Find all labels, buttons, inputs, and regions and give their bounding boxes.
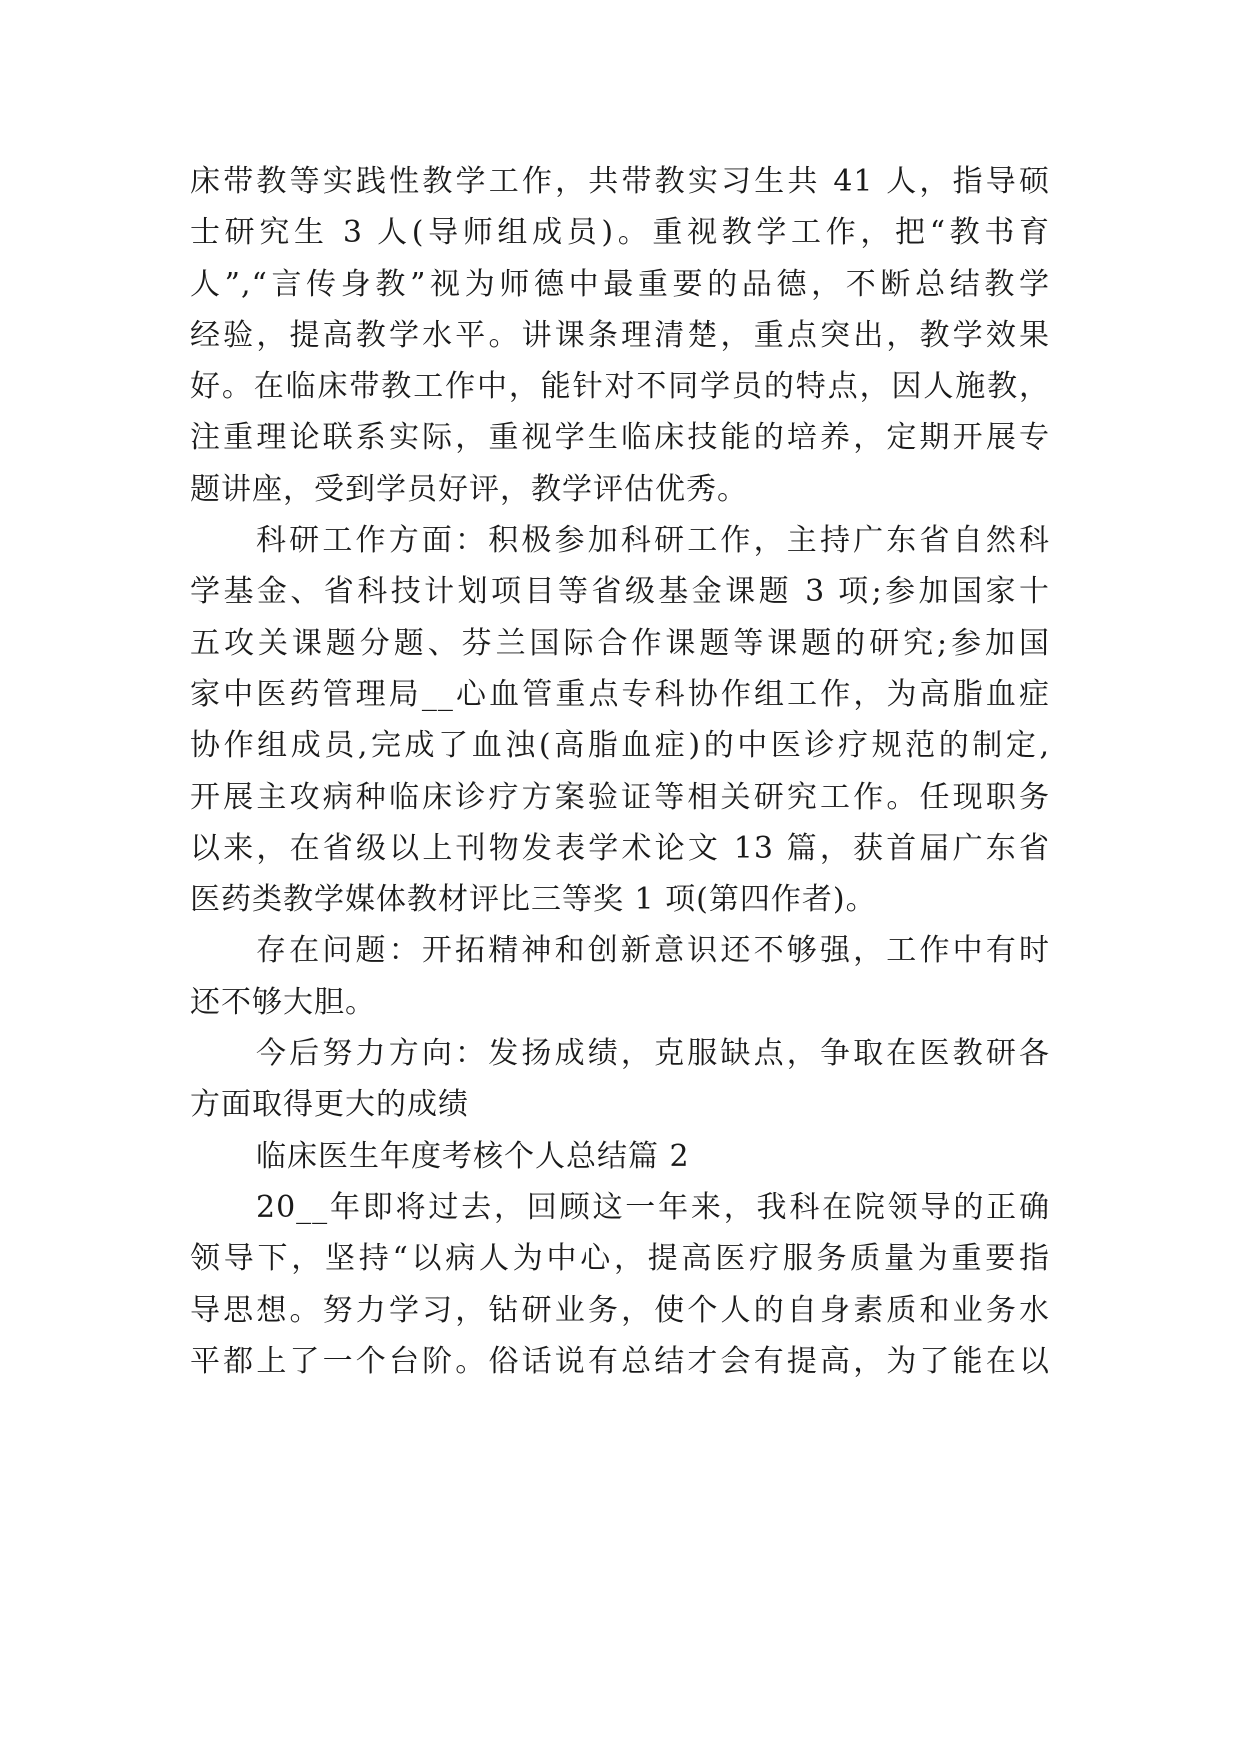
text-line: 注重理论联系实际，重视学生临床技能的培养，定期开展专 [190, 420, 1050, 456]
text-line: 题讲座，受到学员好评，教学评估优秀。 [190, 471, 748, 507]
text-line: 床带教等实践性教学工作，共带教实习生共 41 人，指导硕 [190, 164, 1050, 199]
paragraph-start-line: 科研工作方面：积极参加科研工作，主持广东省自然科 [256, 523, 1050, 559]
text-line: 平都上了一个台阶。俗话说有总结才会有提高，为了能在以 [190, 1343, 1050, 1379]
text-line: 五攻关课题分题、芬兰国际合作课题等课题的研究;参加国 [190, 625, 1050, 661]
text-line: 以来，在省级以上刊物发表学术论文 13 篇，获首届广东省 [190, 830, 1050, 866]
text-line: 家中医药管理局__心血管重点专科协作组工作，为高脂血症 [190, 676, 1050, 712]
text-line: 学基金、省科技计划项目等省级基金课题 3 项;参加国家十 [190, 574, 1050, 610]
text-line: 士研究生 3 人(导师组成员)。重视教学工作，把“教书育 [190, 215, 1050, 251]
paragraph-start-line: 20__年即将过去，回顾这一年来，我科在院领导的正确 [256, 1189, 1050, 1225]
text-line: 还不够大胆。 [190, 984, 376, 1020]
text-line: 医药类教学媒体教材评比三等奖 1 项(第四作者)。 [190, 882, 877, 918]
text-line: 导思想。努力学习，钻研业务，使个人的自身素质和业务水 [190, 1292, 1050, 1328]
document-body [190, 156, 1050, 1387]
section-heading: 临床医生年度考核个人总结篇 2 [256, 1138, 690, 1174]
text-line: 人”,“言传身教”视为师德中最重要的品德，不断总结教学 [190, 266, 1050, 302]
paragraph-start-line: 存在问题：开拓精神和创新意识还不够强，工作中有时 [256, 933, 1050, 969]
paragraph-start-line: 今后努力方向：发扬成绩，克服缺点，争取在医教研各 [256, 1036, 1050, 1072]
text-line: 开展主攻病种临床诊疗方案验证等相关研究工作。任现职务 [190, 779, 1050, 815]
text-line: 领导下，坚持“以病人为中心，提高医疗服务质量为重要指 [190, 1241, 1050, 1277]
text-line: 方面取得更大的成绩 [190, 1087, 469, 1123]
text-line: 协作组成员,完成了血浊(高脂血症)的中医诊疗规范的制定, [190, 728, 1050, 764]
text-line: 经验，提高教学水平。讲课条理清楚，重点突出，教学效果 [190, 317, 1050, 353]
text-line: 好。在临床带教工作中，能针对不同学员的特点，因人施教， [190, 369, 1050, 405]
